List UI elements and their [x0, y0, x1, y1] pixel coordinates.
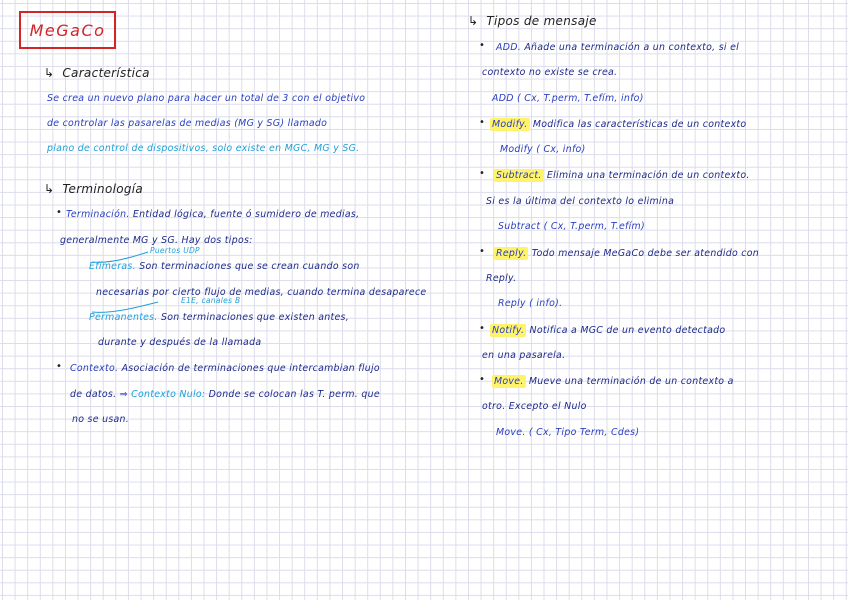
- text-line: Reply.: [486, 273, 517, 284]
- msg-label: Notify.: [492, 325, 525, 336]
- contexto-text: Donde se colocan las T. perm. que: [208, 389, 380, 400]
- list-item-terminacion: [66, 209, 359, 220]
- arrow-icon: ↳: [44, 182, 55, 196]
- efimeras-label: Efímeras.: [89, 261, 136, 272]
- code-line: Move. ( Cx, Tipo Term, Cdes): [496, 427, 640, 438]
- text-line: otro. Excepto el Nulo: [482, 401, 587, 412]
- bullet-icon: •: [479, 374, 485, 385]
- msg-text: Elimina una terminación de un contexto.: [546, 170, 750, 181]
- text-line: generalmente MG y SG. Hay dos tipos:: [60, 235, 253, 246]
- contexto-text: de datos.: [70, 389, 117, 400]
- contexto-text: Asociación de terminaciones que intercambian flujo: [121, 363, 380, 374]
- msg-label: Move.: [494, 376, 524, 387]
- text-line-part: plano de control de dispositivos, solo existe en MGC, MG y SG.: [47, 143, 360, 154]
- annotation-udp: Puertos UDP: [150, 246, 200, 255]
- contexto-nulo-label: Contexto Nulo:: [131, 389, 206, 400]
- code-line: Subtract ( Cx, T.perm, T.efím): [498, 221, 645, 232]
- page-title: MeGaCo: [29, 20, 106, 40]
- bullet-icon: •: [479, 117, 485, 128]
- contexto-label: Contexto.: [70, 363, 119, 374]
- list-item-notify: [490, 325, 725, 336]
- bullet-icon: •: [56, 207, 62, 218]
- text-line: durante y después de la llamada: [98, 337, 262, 348]
- text-line: Si es la última del contexto lo elimina: [486, 196, 675, 207]
- code-line: Reply ( info).: [498, 298, 563, 309]
- msg-text: Modifica las características de un contexto: [532, 119, 747, 130]
- list-item-subtract: [494, 170, 750, 181]
- msg-text: Añade una terminación a un contexto, si el: [524, 42, 740, 53]
- msg-text: Mueve una terminación de un contexto a: [528, 376, 734, 387]
- text-line: contexto no existe se crea.: [482, 67, 618, 78]
- term-text: Entidad lógica, fuente ó sumidero de medias,: [132, 209, 360, 220]
- code-line: ADD ( Cx, T.perm, T.efím, info): [492, 93, 644, 104]
- msg-text: Todo mensaje MeGaCo debe ser atendido con: [531, 248, 760, 259]
- msg-label: Subtract.: [496, 170, 542, 181]
- list-item-move: [492, 376, 734, 387]
- list-item-contexto: [70, 363, 380, 374]
- msg-label: ADD.: [496, 42, 522, 53]
- heading-caracteristica: ↳ Característica: [44, 66, 150, 80]
- annotation-e1e: E1E, canales B: [181, 296, 241, 305]
- bullet-icon: •: [479, 40, 485, 51]
- permanentes-line: [89, 312, 349, 323]
- contexto-line2: [70, 389, 380, 400]
- heading-tipos-mensaje: ↳ Tipos de mensaje: [468, 14, 597, 28]
- efimeras-line: [89, 261, 360, 272]
- list-item-add: [496, 42, 739, 53]
- text-line: en una pasarela.: [482, 350, 566, 361]
- msg-label: Reply.: [496, 248, 527, 259]
- permanentes-text: Son terminaciones que existen antes,: [161, 312, 350, 323]
- title-box: [19, 11, 116, 49]
- bullet-icon: •: [479, 323, 485, 334]
- implies-arrow-icon: ⇒: [119, 389, 128, 400]
- bullet-icon: •: [56, 361, 62, 372]
- msg-label: Modify.: [492, 119, 528, 130]
- code-line: Modify ( Cx, info): [500, 144, 586, 155]
- msg-text: Notifica a MGC de un evento detectado: [529, 325, 726, 336]
- text-line: necesarias por cierto flujo de medias, cuando termina desaparece: [96, 287, 427, 298]
- arrow-icon: ↳: [44, 66, 55, 80]
- list-item-reply: [494, 248, 759, 259]
- permanentes-label: Permanentes.: [89, 312, 158, 323]
- list-item-modify: [490, 119, 746, 130]
- term-label: Terminación.: [66, 209, 130, 220]
- arrow-icon: ↳: [468, 14, 479, 28]
- text-line: Se crea un nuevo plano para hacer un total de 3 con el objetivo: [47, 93, 366, 104]
- text-line: [47, 143, 359, 154]
- text-line: no se usan.: [72, 414, 130, 425]
- bullet-icon: •: [479, 246, 485, 257]
- bullet-icon: •: [479, 168, 485, 179]
- text-line: de controlar las pasarelas de medias (MG y SG) llamado: [47, 118, 328, 129]
- efimeras-text: Son terminaciones que se crean cuando son: [139, 261, 360, 272]
- heading-terminologia: ↳ Terminología: [44, 182, 144, 196]
